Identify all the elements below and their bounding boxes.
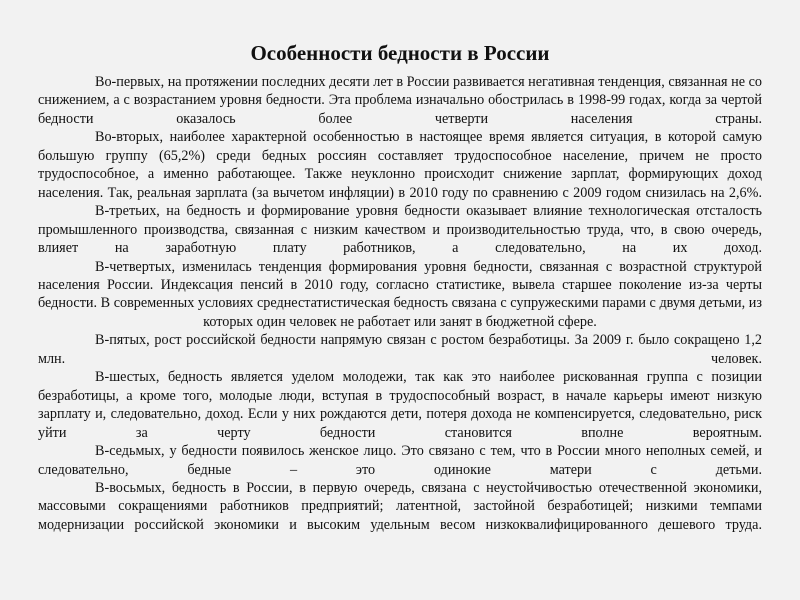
document-title: Особенности бедности в России: [250, 41, 550, 65]
document-body: [38, 73, 762, 534]
paragraph-second: Во-вторых, наиболее характерной особенностью в настоящее время является ситуация, в которой самую большую группу (65,2%) среди бедных россиян составляет трудоспособное население, причем не просто трудоспособное, а именно работающее. Также неуклонно происходит снижение зарплат, формирующих доход населения. Так, реальная зарплата (за вычетом инфляции) в 2010 году по сравнению с 2009 годом снизилась на 2,6%.: [38, 129, 762, 201]
paragraph-seventh: В-седьмых, у бедности появилось женское лицо. Это связано с тем, что в России много неполных семей, и следовательно, бедные – это одинокие матери с детьми.: [38, 443, 762, 478]
paragraph-fourth: В-четвертых, изменилась тенденция формирования уровня бедности, связанная с возрастной структурой населения России. Индексация пенсий в 2010 году, согласно статистике, вывела старшее поколение из-за черты бедности. В современных условиях среднестатистическая бедность связана с супружескими парами с двумя детьми, из которых один человек не работает или занят в бюджетной сфере.: [38, 258, 762, 330]
paragraph-fifth: В-пятых, рост российской бедности напрямую связан с ростом безработицы. За 2009 г. было сокращено 1,2 млн. человек.: [38, 332, 762, 367]
paragraph-eighth: В-восьмых, бедность в России, в первую очередь, связана с неустойчивостью отечественной экономики, массовыми сокращениями работников предприятий; латентной, застойной безработицей; низкими темпами модернизации российской экономики и высоким удельным весом низкоквалифицированного дешевого труда.: [38, 479, 762, 533]
paragraph-first: Во-первых, на протяжении последних десяти лет в России развивается негативная тенденция, связанная не со снижением, а с возрастанием уровня бедности. Эта проблема изначально обострилась в 1998-99 годах, когда за чертой бедности оказалось более четверти населения страны.: [38, 74, 762, 127]
paragraph-sixth: В-шестых, бедность является уделом молодежи, так как это наиболее рискованная группа с позиции безработицы, а кроме того, молодые люди, вступая в трудоспособный возраст, в начале карьеры имеют низкую зарплату и, следовательно, доход. Если у них рождаются дети, потеря дохода не компенсируется, следовательно, риск уйти за черту бедности становится вполне вероятным.: [38, 369, 762, 441]
paragraph-third: В-третьих, на бедность и формирование уровня бедности оказывает влияние технологическая отсталость промышленного производства, связанная с низким качеством и производительностью труда, что, в свою очередь, влияет на заработную плату работников, а следовательно, на их доход.: [38, 203, 762, 257]
